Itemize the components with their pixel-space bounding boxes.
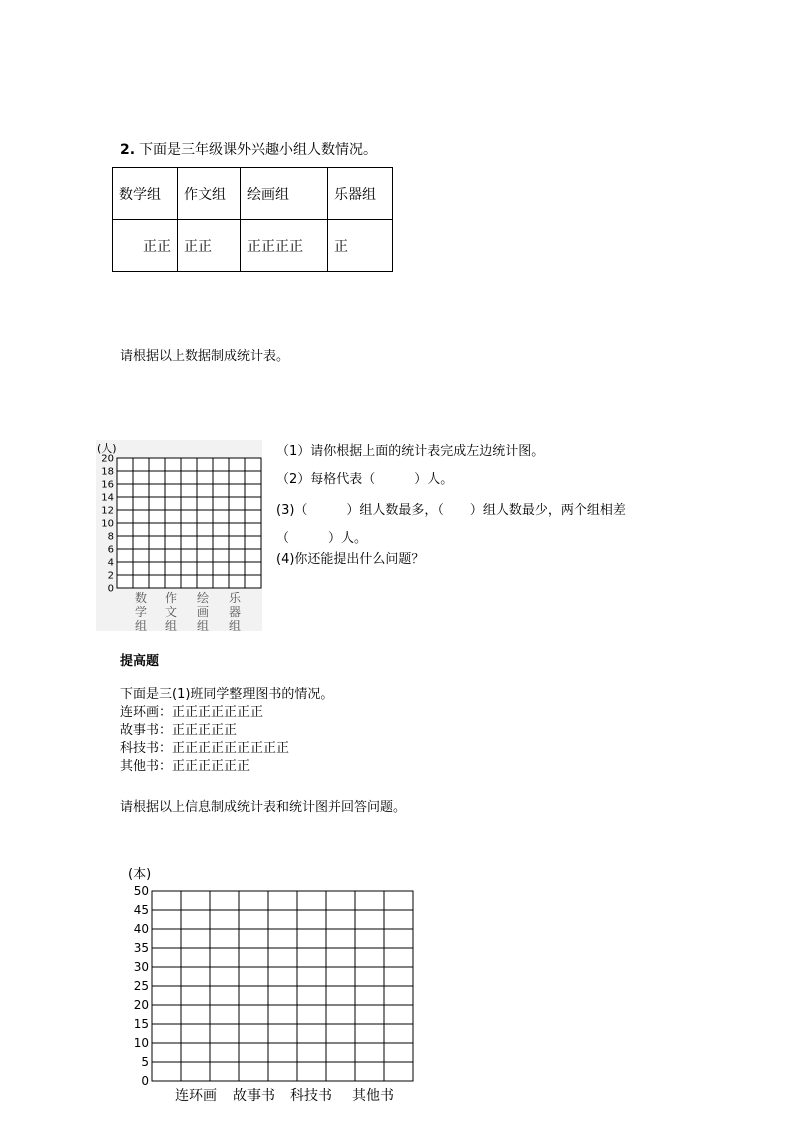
y-tick-label: 5 bbox=[141, 1055, 149, 1070]
instruction-1: 请根据以上数据制成统计表。 bbox=[120, 349, 290, 364]
y-tick-label: 2 bbox=[107, 570, 114, 582]
tally-row bbox=[113, 220, 393, 272]
x-category-label: 乐 bbox=[228, 591, 242, 605]
y-tick-label: 10 bbox=[101, 518, 114, 530]
book-item-other: 其他书：正正正正正正 bbox=[120, 759, 251, 774]
header-math: 数学组 bbox=[113, 168, 178, 220]
question-text: 下面是三年级课外兴趣小组人数情况。 bbox=[139, 142, 378, 158]
people-grid-svg bbox=[96, 440, 262, 631]
x-category-label: 连环画 bbox=[175, 1088, 217, 1104]
x-category-label: 科技书 bbox=[290, 1088, 332, 1104]
y-tick-label: 16 bbox=[101, 479, 114, 491]
book-item-comics: 连环画：正正正正正正正 bbox=[120, 705, 264, 720]
x-category-label: 组 bbox=[134, 619, 148, 631]
x-category-label: 作 bbox=[164, 591, 178, 605]
y-tick-label: 15 bbox=[133, 1017, 149, 1032]
header-instrument: 乐器组 bbox=[328, 168, 393, 220]
y-unit-label: (本) bbox=[128, 867, 152, 882]
book-item-stories: 故事书：正正正正正 bbox=[120, 723, 238, 738]
x-category-label: 绘 bbox=[196, 591, 210, 605]
y-unit-label: (人) bbox=[97, 442, 117, 455]
y-tick-label: 35 bbox=[133, 941, 149, 956]
instruction-2: 请根据以上信息制成统计表和统计图并回答问题。 bbox=[120, 800, 407, 815]
x-category-label: 数 bbox=[134, 591, 148, 605]
y-tick-label: 25 bbox=[133, 979, 149, 994]
people-grid-chart bbox=[96, 440, 262, 631]
x-category-label: 文 bbox=[164, 605, 178, 619]
x-category-label: 其他书 bbox=[352, 1088, 394, 1104]
y-tick-label: 45 bbox=[133, 903, 149, 918]
y-tick-label: 40 bbox=[133, 922, 149, 937]
tally-painting: 正正正正 bbox=[241, 220, 328, 272]
tally-table bbox=[112, 167, 393, 272]
y-tick-label: 0 bbox=[107, 583, 114, 595]
book-intro: 下面是三(1)班同学整理图书的情况。 bbox=[120, 687, 334, 702]
question-1: （1）请你根据上面的统计表完成左边统计图。 bbox=[276, 444, 545, 459]
y-tick-label: 20 bbox=[133, 998, 149, 1013]
y-tick-label: 4 bbox=[107, 557, 114, 569]
extension-title: 提高题 bbox=[120, 654, 160, 669]
header-painting: 绘画组 bbox=[241, 168, 328, 220]
y-tick-label: 0 bbox=[141, 1074, 149, 1089]
y-tick-label: 10 bbox=[133, 1036, 149, 1051]
tally-math: 正正 bbox=[113, 220, 178, 272]
question-4: (4)你还能提出什么问题？ bbox=[276, 552, 425, 567]
x-category-label: 学 bbox=[134, 605, 148, 619]
tally-writing: 正正 bbox=[178, 220, 241, 272]
question-title bbox=[120, 139, 377, 159]
book-item-science: 科技书：正正正正正正正正正 bbox=[120, 741, 290, 756]
tally-header-row bbox=[113, 168, 393, 220]
tally-instrument: 正 bbox=[328, 220, 393, 272]
y-tick-label: 12 bbox=[101, 505, 114, 517]
x-category-label: 画 bbox=[196, 605, 210, 619]
header-writing: 作文组 bbox=[178, 168, 241, 220]
y-tick-label: 6 bbox=[107, 544, 114, 556]
y-tick-label: 30 bbox=[133, 960, 149, 975]
x-category-label: 组 bbox=[196, 619, 210, 631]
book-info bbox=[120, 686, 333, 776]
question-3: (3)（ ）组人数最多，（ ）组人数最少，两个组相差 bbox=[276, 503, 626, 518]
question-number: 2. bbox=[120, 142, 136, 158]
x-category-label: 器 bbox=[228, 605, 242, 619]
y-tick-label: 50 bbox=[133, 884, 149, 899]
y-tick-label: 20 bbox=[101, 453, 114, 465]
question-3-cont: （ ）人。 bbox=[276, 531, 368, 546]
y-tick-label: 8 bbox=[107, 531, 114, 543]
x-category-label: 组 bbox=[164, 619, 178, 631]
x-category-label: 组 bbox=[228, 619, 242, 631]
books-grid-svg bbox=[120, 862, 430, 1107]
books-grid-chart bbox=[120, 862, 430, 1107]
y-tick-label: 18 bbox=[101, 466, 114, 478]
question-2: （2）每格代表（ ）人。 bbox=[276, 472, 454, 487]
x-category-label: 故事书 bbox=[233, 1088, 275, 1104]
y-tick-label: 14 bbox=[101, 492, 114, 504]
